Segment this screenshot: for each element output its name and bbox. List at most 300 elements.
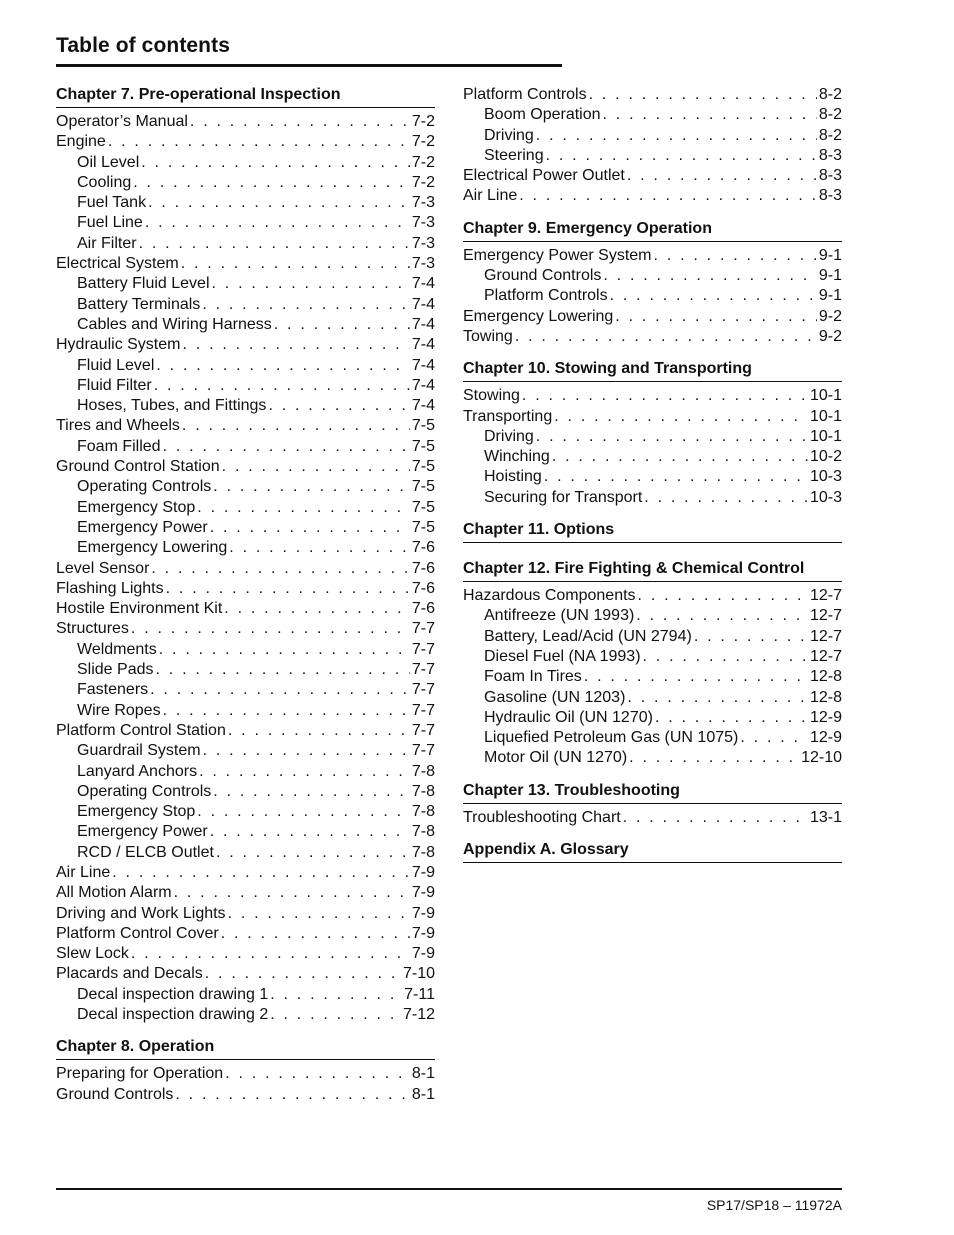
dot-leader	[638, 586, 808, 606]
dot-leader	[221, 924, 410, 944]
dot-leader	[163, 437, 410, 457]
toc-entry[interactable]	[56, 295, 435, 315]
dot-leader	[552, 447, 808, 467]
toc-entry-label: Hydraulic Oil (UN 1270)	[484, 708, 653, 726]
toc-entry-page: 7-4	[411, 275, 435, 293]
toc-entry[interactable]	[56, 924, 435, 944]
toc-entry-label: Motor Oil (UN 1270)	[484, 749, 628, 767]
toc-entry[interactable]	[56, 356, 435, 376]
toc-entry-label: Platform Control Station	[56, 721, 226, 739]
dot-leader	[270, 1005, 401, 1025]
dot-leader	[228, 904, 410, 924]
toc-entry[interactable]	[56, 904, 435, 924]
toc-entry-page: 9-2	[818, 327, 842, 345]
toc-entry[interactable]	[56, 701, 435, 721]
toc-entry[interactable]	[463, 386, 842, 406]
dot-leader	[522, 386, 808, 406]
toc-entry-page: 13-1	[809, 808, 842, 826]
dot-leader	[210, 518, 410, 538]
toc-entry-label: Flashing Lights	[56, 579, 164, 597]
dot-leader	[112, 863, 410, 883]
toc-entry-page: 12-9	[809, 729, 842, 747]
dot-leader	[627, 166, 817, 186]
toc-entry[interactable]	[56, 579, 435, 599]
toc-entry[interactable]	[56, 335, 435, 355]
dot-leader	[163, 701, 410, 721]
dot-leader	[139, 234, 410, 254]
dot-leader	[228, 721, 410, 741]
toc-entry[interactable]	[463, 586, 842, 606]
toc-entry-label: Operating Controls	[77, 478, 212, 496]
section-gap	[463, 547, 842, 559]
chapter-heading[interactable]: Chapter 13. Troubleshooting	[463, 781, 842, 804]
toc-entry[interactable]	[463, 85, 842, 105]
dot-leader	[181, 254, 410, 274]
toc-entry-page: 8-2	[818, 106, 842, 124]
dot-leader	[589, 85, 817, 105]
dot-leader	[615, 307, 817, 327]
toc-entry[interactable]	[56, 762, 435, 782]
toc-entry-page: 7-3	[411, 255, 435, 273]
toc-entry-page: 7-8	[411, 823, 435, 841]
toc-entry-label: Platform Control Cover	[56, 924, 219, 942]
toc-entry-page: 8-3	[818, 167, 842, 185]
toc-entry[interactable]	[56, 498, 435, 518]
dot-leader	[197, 498, 410, 518]
dot-leader	[166, 579, 410, 599]
dot-leader	[643, 647, 808, 667]
dot-leader	[156, 660, 410, 680]
dot-leader	[270, 985, 402, 1005]
toc-entry[interactable]	[56, 315, 435, 335]
toc-entry-label: Driving	[484, 126, 534, 144]
toc-entry[interactable]	[56, 416, 435, 436]
toc-entry-page: 7-3	[411, 194, 435, 212]
toc-entry-label: Ground Control Station	[56, 458, 220, 476]
toc-entry-page: 7-5	[411, 498, 435, 516]
toc-entry-page: 8-3	[818, 187, 842, 205]
toc-entry-page: 7-6	[411, 539, 435, 557]
toc-entry-page: 7-7	[411, 721, 435, 739]
dot-leader	[536, 126, 817, 146]
toc-entry-page: 12-7	[809, 627, 842, 645]
toc-entry-page: 7-4	[411, 336, 435, 354]
toc-entry[interactable]	[56, 213, 435, 233]
toc-entry-page: 7-3	[411, 234, 435, 252]
toc-entry-page: 8-1	[411, 1065, 435, 1083]
toc-entry-label: Tires and Wheels	[56, 417, 180, 435]
dot-leader	[199, 762, 410, 782]
toc-entry[interactable]	[56, 680, 435, 700]
toc-entry[interactable]	[463, 286, 842, 306]
toc-entry-label: Hydraulic System	[56, 336, 181, 354]
toc-entry[interactable]	[56, 112, 435, 132]
toc-entry[interactable]	[56, 1064, 435, 1084]
toc-entry-label: Winching	[484, 448, 550, 466]
toc-entry[interactable]	[56, 234, 435, 254]
toc-entry-page: 9-1	[818, 267, 842, 285]
title-rule	[56, 64, 562, 67]
toc-entry-label: Wire Ropes	[77, 701, 161, 719]
toc-entry-label: Electrical Power Outlet	[463, 167, 625, 185]
toc-entry-page: 7-7	[411, 701, 435, 719]
toc-entry-label: Ground Controls	[484, 267, 602, 285]
dot-leader	[175, 1085, 409, 1105]
toc-entry-page: 8-1	[411, 1085, 435, 1103]
dot-leader	[216, 843, 410, 863]
toc-entry-page: 7-4	[411, 315, 435, 333]
dot-leader	[190, 112, 410, 132]
toc-entry[interactable]	[56, 964, 435, 984]
chapter-heading[interactable]: Chapter 7. Pre-operational Inspection	[56, 85, 435, 108]
toc-entry-label: Platform Controls	[463, 86, 587, 103]
toc-entry-label: Emergency Power System	[463, 246, 652, 264]
toc-entry[interactable]	[56, 193, 435, 213]
section-gap	[463, 508, 842, 520]
toc-entry[interactable]	[56, 741, 435, 761]
toc-entry-page: 12-8	[809, 688, 842, 706]
dot-leader	[654, 246, 817, 266]
toc-entry-label: Level Sensor	[56, 559, 150, 577]
dot-leader	[174, 883, 410, 903]
toc-entry[interactable]	[56, 883, 435, 903]
chapter-heading[interactable]: Chapter 8. Operation	[56, 1037, 435, 1060]
dot-leader	[519, 186, 817, 206]
toc-entry[interactable]	[463, 105, 842, 125]
dot-leader	[636, 606, 808, 626]
dot-leader	[148, 193, 410, 213]
toc-entry-page: 9-1	[818, 246, 842, 264]
dot-leader	[610, 286, 817, 306]
toc-entry[interactable]	[463, 447, 842, 467]
toc-entry-label: Fluid Filter	[77, 376, 152, 394]
toc-entry-page: 8-3	[818, 146, 842, 164]
toc-entry-label: Fuel Tank	[77, 194, 147, 212]
toc-entry[interactable]	[463, 407, 842, 427]
toc-entry[interactable]	[463, 748, 842, 768]
dot-leader	[205, 964, 401, 984]
toc-entry-label: Driving and Work Lights	[56, 904, 226, 922]
toc-entry-page: 7-12	[402, 1006, 435, 1024]
dot-leader	[603, 266, 816, 286]
toc-entry-page: 7-2	[411, 153, 435, 171]
toc-entry[interactable]	[56, 782, 435, 802]
dot-leader	[213, 782, 410, 802]
dot-leader	[154, 376, 410, 396]
toc-entry-label: Air Line	[56, 863, 111, 881]
toc-entry[interactable]	[463, 808, 842, 828]
toc-entry-page: 7-7	[411, 681, 435, 699]
page-title: Table of contents	[56, 34, 230, 57]
toc-entry[interactable]	[56, 802, 435, 822]
toc-entry-label: Air Filter	[77, 234, 137, 252]
toc-entry[interactable]	[56, 843, 435, 863]
dot-leader	[159, 640, 410, 660]
toc-entry-page: 7-5	[411, 417, 435, 435]
toc-entry[interactable]	[56, 1085, 435, 1105]
toc-entry-page: 7-5	[411, 478, 435, 496]
dot-leader	[655, 708, 808, 728]
toc-entry-page: 7-9	[411, 924, 435, 942]
toc-entry-label: Electrical System	[56, 255, 179, 273]
toc-entry-page: 7-4	[411, 356, 435, 374]
toc-entry-label: Lanyard Anchors	[77, 762, 198, 780]
toc-entry[interactable]	[56, 376, 435, 396]
toc-entry[interactable]	[56, 559, 435, 579]
toc-entry-label: Cooling	[77, 173, 132, 191]
toc-entry-page: 7-8	[411, 843, 435, 861]
toc-entry-page: 10-1	[809, 427, 842, 445]
toc-entry[interactable]	[463, 146, 842, 166]
dot-leader	[515, 327, 817, 347]
toc-entry[interactable]	[463, 327, 842, 347]
toc-entry[interactable]	[463, 467, 842, 487]
toc-entry[interactable]	[56, 173, 435, 193]
toc-entry-label: Battery Terminals	[77, 295, 201, 313]
dot-leader	[225, 1064, 410, 1084]
toc-entry-page: 7-7	[411, 742, 435, 760]
dot-leader	[740, 728, 808, 748]
toc-entry-label: Antifreeze (UN 1993)	[484, 607, 635, 625]
toc-entry[interactable]	[463, 488, 842, 508]
toc-entry-page: 12-8	[809, 668, 842, 686]
toc-entry[interactable]	[56, 660, 435, 680]
toc-entry[interactable]	[56, 944, 435, 964]
dot-leader	[536, 427, 808, 447]
toc-entry[interactable]	[463, 688, 842, 708]
toc-entry-page: 9-1	[818, 287, 842, 305]
toc-entry-label: Placards and Decals	[56, 965, 203, 983]
toc-entry-page: 7-5	[411, 437, 435, 455]
toc-entry-page: 7-8	[411, 762, 435, 780]
toc-entry-label: Decal inspection drawing 2	[77, 1006, 269, 1024]
dot-leader	[222, 457, 410, 477]
toc-entry-page: 8-2	[818, 86, 842, 103]
dot-leader	[629, 748, 799, 768]
toc-entry[interactable]	[463, 166, 842, 186]
dot-leader	[145, 213, 410, 233]
toc-entry-label: Fuel Line	[77, 214, 143, 232]
section-gap	[463, 207, 842, 219]
toc-entry-label: Fasteners	[77, 681, 149, 699]
toc-entry-label: Slew Lock	[56, 945, 129, 963]
toc-entry-label: Foam Filled	[77, 437, 161, 455]
toc-entry-label: Battery Fluid Level	[77, 275, 210, 293]
toc-entry-page: 7-2	[411, 173, 435, 191]
dot-leader	[151, 559, 409, 579]
toc-entry-label: Towing	[463, 327, 513, 345]
toc-entry-page: 12-10	[801, 749, 842, 767]
dot-leader	[212, 274, 410, 294]
toc-entry-label: Preparing for Operation	[56, 1065, 224, 1083]
toc-entry-label: Foam In Tires	[484, 668, 582, 686]
toc-entry[interactable]	[56, 477, 435, 497]
dot-leader	[644, 488, 808, 508]
section-gap	[463, 828, 842, 840]
dot-leader	[627, 688, 808, 708]
toc-entry[interactable]	[56, 457, 435, 477]
toc-entry[interactable]	[56, 153, 435, 173]
toc-entry-label: Hazardous Components	[463, 587, 636, 605]
dot-leader	[133, 173, 410, 193]
toc-entry[interactable]	[56, 396, 435, 416]
toc-entry-label: Guardrail System	[77, 742, 201, 760]
toc-entry[interactable]	[56, 640, 435, 660]
toc-entry[interactable]	[56, 437, 435, 457]
toc-entry-page: 7-4	[411, 397, 435, 415]
toc-entry[interactable]	[56, 985, 435, 1005]
dot-leader	[213, 477, 410, 497]
toc-entry-label: Emergency Stop	[77, 803, 196, 821]
toc-entry-page: 12-7	[809, 647, 842, 665]
toc-entry-label: Transporting	[463, 407, 553, 425]
toc-entry-label: Liquefied Petroleum Gas (UN 1075)	[484, 729, 739, 747]
dot-leader	[203, 741, 410, 761]
dot-leader	[554, 407, 808, 427]
toc-entry[interactable]	[56, 1005, 435, 1025]
toc-entry[interactable]	[463, 627, 842, 647]
section-gap	[463, 769, 842, 781]
toc-entry-page: 10-3	[809, 468, 842, 486]
toc-entry-label: Troubleshooting Chart	[463, 808, 621, 826]
dot-leader	[584, 667, 808, 687]
toc-entry-label: Securing for Transport	[484, 488, 643, 506]
toc-entry-label: Cables and Wiring Harness	[77, 315, 272, 333]
chapter-heading[interactable]: Chapter 11. Options	[463, 520, 842, 543]
section-gap	[56, 1025, 435, 1037]
dot-leader	[150, 680, 410, 700]
toc-entry-label: Battery, Lead/Acid (UN 2794)	[484, 627, 692, 645]
toc-entry-page: 7-4	[411, 295, 435, 313]
toc-entry-label: Platform Controls	[484, 287, 608, 305]
toc-entry-label: All Motion Alarm	[56, 884, 172, 902]
dot-leader	[274, 315, 410, 335]
document-code: SP17/SP18 – 11972A	[706, 1197, 842, 1213]
toc-entry-label: Steering	[484, 146, 544, 164]
toc-entry-page: 7-8	[411, 803, 435, 821]
toc-entry-page: 7-4	[411, 376, 435, 394]
dot-leader	[544, 467, 808, 487]
toc-entry-label: Diesel Fuel (NA 1993)	[484, 647, 641, 665]
toc-entry-page: 7-7	[411, 661, 435, 679]
chapter-heading[interactable]: Chapter 9. Emergency Operation	[463, 219, 842, 242]
toc-entry[interactable]	[463, 728, 842, 748]
chapter-heading[interactable]: Chapter 10. Stowing and Transporting	[463, 359, 842, 382]
toc-entry-page: 9-2	[818, 307, 842, 325]
toc-entry-page: 7-2	[411, 133, 435, 151]
toc-entry[interactable]	[56, 863, 435, 883]
toc-entry-page: 7-6	[411, 600, 435, 618]
toc-entry-page: 7-7	[411, 620, 435, 638]
toc-entry-label: Driving	[484, 427, 534, 445]
toc-entry-page: 10-1	[809, 407, 842, 425]
toc-entry-label: Emergency Power	[77, 823, 208, 841]
toc-entry[interactable]	[463, 427, 842, 447]
toc-entry-page: 7-3	[411, 214, 435, 232]
toc-entry[interactable]	[463, 126, 842, 146]
toc-entry[interactable]	[463, 307, 842, 327]
toc-entry-label: Engine	[56, 133, 106, 151]
toc-entry-label: Emergency Power	[77, 518, 208, 536]
toc-entry-label: Ground Controls	[56, 1085, 174, 1103]
toc-entry[interactable]	[56, 721, 435, 741]
dot-leader	[156, 356, 410, 376]
toc-entry-page: 7-2	[411, 113, 435, 130]
toc-entry-page: 7-6	[411, 559, 435, 577]
toc-entry-page: 7-5	[411, 458, 435, 476]
dot-leader	[141, 153, 410, 173]
toc-left-column	[56, 85, 435, 1105]
toc-entry[interactable]	[56, 274, 435, 294]
dot-leader	[603, 105, 817, 125]
toc-entry-page: 10-1	[809, 387, 842, 405]
toc-entry-page: 10-2	[809, 448, 842, 466]
toc-entry[interactable]	[463, 186, 842, 206]
toc-entry-page: 7-6	[411, 579, 435, 597]
toc-entry[interactable]	[56, 254, 435, 274]
toc-entry-page: 7-10	[402, 965, 435, 983]
toc-entry-label: Hostile Environment Kit	[56, 600, 223, 618]
toc-entry[interactable]	[56, 599, 435, 619]
dot-leader	[131, 619, 410, 639]
toc-entry[interactable]	[56, 619, 435, 639]
toc-entry-page: 12-7	[809, 607, 842, 625]
dot-leader	[210, 822, 410, 842]
toc-entry-label: Fluid Level	[77, 356, 155, 374]
dot-leader	[229, 538, 410, 558]
toc-entry-label: Hoisting	[484, 468, 542, 486]
toc-entry-label: Operating Controls	[77, 782, 212, 800]
toc-entry-label: Stowing	[463, 387, 520, 405]
toc-entry-label: Air Line	[463, 187, 518, 205]
toc-entry-label: Hoses, Tubes, and Fittings	[77, 397, 267, 415]
dot-leader	[268, 396, 409, 416]
toc-entry-page: 12-7	[809, 587, 842, 605]
toc-entry-page: 7-9	[411, 884, 435, 902]
toc-entry-label: Weldments	[77, 640, 157, 658]
dot-leader	[546, 146, 817, 166]
footer-rule	[56, 1188, 842, 1190]
toc-entry-page: 7-9	[411, 945, 435, 963]
section-gap	[463, 347, 842, 359]
chapter-heading[interactable]: Appendix A. Glossary	[463, 840, 842, 863]
toc-entry[interactable]	[463, 708, 842, 728]
toc-entry[interactable]	[463, 667, 842, 687]
toc-entry[interactable]	[56, 518, 435, 538]
toc-entry-label: Emergency Lowering	[77, 539, 228, 557]
toc-entry-page: 7-11	[404, 985, 435, 1003]
toc-entry[interactable]	[56, 538, 435, 558]
dot-leader	[694, 627, 808, 647]
chapter-heading[interactable]: Chapter 12. Fire Fighting & Chemical Control	[463, 559, 842, 582]
toc-entry[interactable]	[56, 822, 435, 842]
toc-entry[interactable]	[463, 246, 842, 266]
toc-entry[interactable]	[463, 266, 842, 286]
toc-entry-page: 12-9	[809, 708, 842, 726]
toc-entry-page: 7-9	[411, 904, 435, 922]
toc-entry-page: 7-8	[411, 782, 435, 800]
toc-entry[interactable]	[463, 647, 842, 667]
dot-leader	[108, 132, 410, 152]
toc-entry-label: Emergency Stop	[77, 498, 196, 516]
toc-entry-label: Decal inspection drawing 1	[77, 985, 269, 1003]
toc-entry-label: Oil Level	[77, 153, 140, 171]
toc-entry-page: 7-9	[411, 863, 435, 881]
dot-leader	[182, 416, 410, 436]
toc-entry[interactable]	[56, 132, 435, 152]
toc-entry-label: Slide Pads	[77, 661, 154, 679]
toc-entry[interactable]	[463, 606, 842, 626]
